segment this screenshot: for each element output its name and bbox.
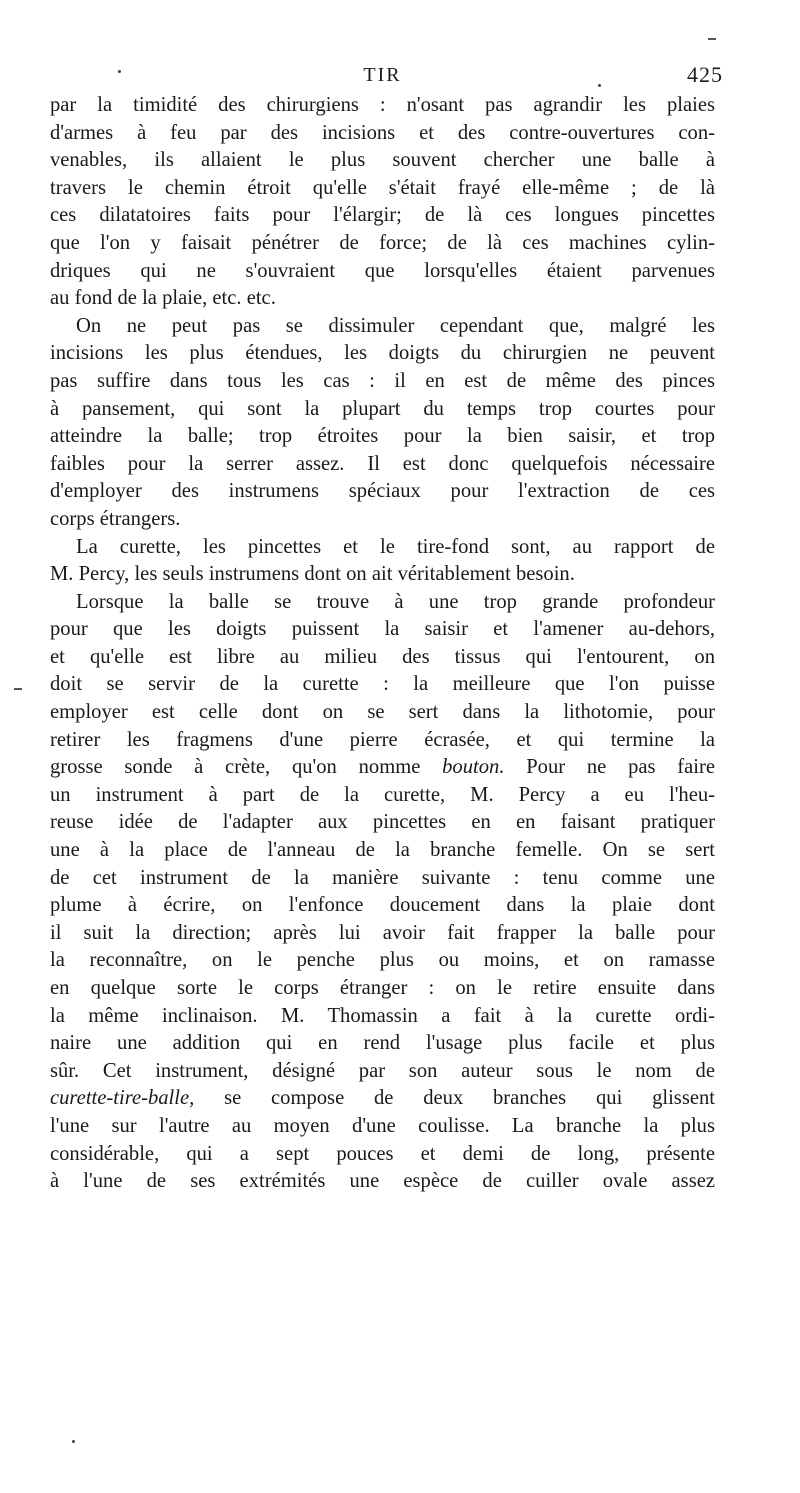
page-number: 425 — [687, 62, 723, 87]
text-line: il suit la direction; après lui avoir fait frapper la balle pour — [50, 921, 715, 944]
text-line-with-italic — [50, 754, 715, 782]
text-line: considérable, qui a sept pouces et demi de long, présente — [50, 1142, 715, 1165]
running-head — [50, 62, 723, 92]
scan-speck — [14, 688, 22, 690]
text-line: au fond de la plaie, etc. etc. — [50, 287, 276, 310]
text-line: en quelque sorte le corps étranger : on le retire ensuite dans — [50, 977, 715, 999]
paragraph-start-line: Lorsque la balle se trouve à une trop grande profondeur — [76, 590, 715, 613]
text-line: travers le chemin étroit qu'elle s'était frayé elle-même ; de là — [50, 176, 715, 199]
text-line: driques qui ne s'ouvraient que lorsqu'elles étaient parvenues — [50, 259, 715, 282]
text-line: une à la place de l'anneau de la branche femelle. On se sert — [50, 839, 715, 862]
text-line: naire une addition qui en rend l'usage plus facile et plus — [50, 1032, 715, 1055]
paragraph-start-line: La curette, les pincettes et le tire-fond sont, au rapport de — [76, 535, 715, 558]
text-line: d'employer des instrumens spéciaux pour l'extraction de ces — [50, 480, 715, 503]
text-line: corps étrangers. — [50, 507, 181, 530]
text-line: pas suffire dans tous les cas : il en est de même des pinces — [50, 369, 715, 392]
text-line: ces dilatatoires faits pour l'élargir; de là ces longues pincettes — [50, 204, 715, 227]
paragraph-start-line: On ne peut pas se dissimuler cependant que, malgré les — [76, 314, 715, 337]
text-line: sûr. Cet instrument, désigné par son auteur sous le nom de — [50, 1059, 715, 1082]
text-line: reuse idée de l'adapter aux pincettes en en faisant pratiquer — [50, 811, 715, 834]
text-line: d'armes à feu par des incisions et des contre-ouvertures con- — [50, 121, 715, 144]
body-text — [50, 92, 715, 1196]
running-title: TIR — [363, 64, 402, 86]
text-line: employer est celle dont on se sert dans la lithotomie, pour — [50, 701, 715, 724]
text-line: la reconnaître, on le penche plus ou moins, et on ramasse — [50, 949, 715, 972]
scan-speck — [598, 84, 601, 87]
text-line-with-italic — [50, 1085, 715, 1113]
scan-speck — [118, 70, 121, 73]
text-line: faibles pour la serrer assez. Il est donc quelquefois nécessaire — [50, 452, 715, 475]
text-line: plume à écrire, on l'enfonce doucement dans la plaie dont — [50, 894, 715, 917]
text-line: pour que les doigts puissent la saisir et l'amener au-dehors, — [50, 618, 715, 641]
line-text: se compose de deux branches qui glissent — [194, 1087, 715, 1110]
italic-term: bouton. — [442, 756, 505, 779]
text-line: l'une sur l'autre au moyen d'une coulisse. La branche la plus — [50, 1114, 715, 1137]
text-line: et qu'elle est libre au milieu des tissus qui l'entourent, on — [50, 645, 715, 668]
scan-speck — [72, 1440, 75, 1443]
text-line: que l'on y faisait pénétrer de force; de là ces machines cylin- — [50, 231, 715, 254]
text-line: M. Percy, les seuls instrumens dont on ait véritablement besoin. — [50, 563, 575, 586]
text-line: par la timidité des chirurgiens : n'osant pas agrandir les plaies — [50, 94, 715, 116]
text-line: venables, ils allaient le plus souvent chercher une balle à — [50, 149, 715, 172]
italic-term: curette-tire-balle, — [50, 1087, 195, 1110]
line-text: Pour ne pas faire — [504, 756, 715, 779]
text-line: à pansement, qui sont la plupart du temps trop courtes pour — [50, 397, 715, 420]
line-text: grosse sonde à crète, qu'on nomme — [50, 756, 443, 779]
text-line: doit se servir de la curette : la meilleure que l'on puisse — [50, 673, 715, 696]
text-line: de cet instrument de la manière suivante : tenu comme une — [50, 866, 715, 889]
text-line: la même inclinaison. M. Thomassin a fait à la curette ordi- — [50, 1004, 715, 1027]
text-line: un instrument à part de la curette, M. Percy a eu l'heu- — [50, 783, 715, 806]
text-line: retirer les fragmens d'une pierre écrasée, et qui termine la — [50, 728, 715, 751]
text-line: incisions les plus étendues, les doigts du chirurgien ne peuvent — [50, 342, 715, 365]
scan-speck — [708, 38, 716, 40]
text-line: atteindre la balle; trop étroites pour la bien saisir, et trop — [50, 425, 715, 448]
text-line: à l'une de ses extrémités une espèce de cuiller ovale assez — [50, 1170, 715, 1193]
